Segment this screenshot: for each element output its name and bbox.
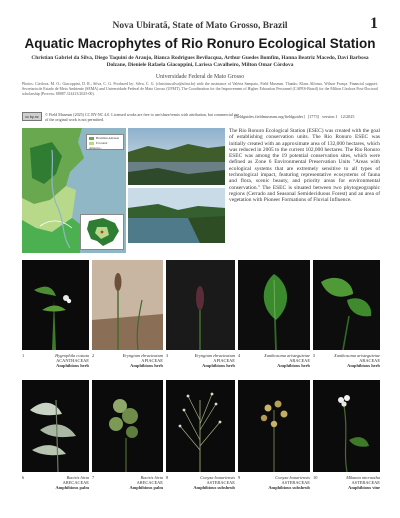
guide-version: version 1 — [322, 114, 338, 119]
plant-photo-8 — [166, 380, 235, 472]
plant-photo-3 — [166, 260, 235, 350]
page-number: 1 — [370, 15, 378, 32]
credits-text: Photos: Córdova, M. O.; Giacoppini, D. R.; Silva, C. G. Produced by: Silva, C. G. (christian.silva@ufmt.br) with the assistance of Valéria Sampaio, Field Museum. Thanks: Klaus Alfonso, Wilson França. Financial support: Secretaria de Estado de Meio Ambiente (SEMA) and Universidade Federal de Mato Grosso (UFMT). The Coordination for the Improvement of Higher Education Personnel (CAPES-Brazil) for the Milton Córdova Post-Doctoral scholarship (Process: 88887.314413/2025-00). — [22, 82, 378, 96]
location-map — [22, 128, 126, 253]
plant-caption-9: 9 Conyza bonariensis ASTERACEAE Amphibious subshrub — [238, 475, 310, 491]
guide-number: [1773] — [307, 114, 319, 119]
plant-caption-4: 4 Xanthosoma aristeguietae ARACEAE Amphibious herb — [238, 353, 310, 369]
institution-line: Universidade Federal de Mato Grosso — [155, 74, 245, 80]
intro-text — [229, 128, 380, 204]
location-line: Nova Ubiratã, State of Mato Grosso, Brazil — [112, 21, 288, 31]
plant-photo-4 — [238, 260, 310, 350]
plant-caption-1: 1 Hygrophila costata ACANTHACEAE Amphibious herb — [22, 353, 89, 369]
guide-reference[interactable] — [234, 114, 354, 119]
plant-caption-6: 6 Bactris hirta ARECACEAE Amphibious palm — [22, 475, 89, 491]
cc-license-badge: cc by-nc — [22, 112, 42, 121]
license-text: © Field Museum (2025) CC BY-NC 4.0. Licensed works are free to use/share/remix with attribution, but commercial use of the original work is not permitted. — [45, 112, 240, 122]
guide-date: 12/2025 — [340, 114, 355, 119]
plant-photo-6 — [22, 380, 89, 472]
guide-url[interactable]: [fieldguides.fieldmuseum.org/fieldguides] — [234, 114, 305, 119]
plant-photo-9 — [238, 380, 310, 472]
page-title: Aquatic Macrophytes of Rio Ronuro Ecological Station — [24, 36, 376, 51]
plant-caption-10: 10 Mikania micrantha ASTERACEAE Amphibious vine — [313, 475, 380, 491]
plant-photo-5 — [313, 260, 380, 350]
plant-caption-7: 7 Bactris hirta ARECACEAE Amphibious palm — [92, 475, 163, 491]
plant-caption-2: 2 Eryngium ebracteatum APIACEAE Amphibious herb — [92, 353, 163, 369]
plant-photo-10 — [313, 380, 380, 472]
license-row — [22, 112, 242, 128]
plant-caption-5: 5 Xanthosoma aristeguietae ARACEAE Amphibious herb — [313, 353, 380, 369]
plant-caption-3: 3 Eryngium ebracteatum APIACEAE Amphibious herb — [166, 353, 235, 369]
legend-item-amazon: Brazilian Amazon — [89, 136, 121, 141]
intro-paragraph: The Rio Ronuro Ecological Station (ESEC) was created with the goal of establishing conservation units. The Rio Ronuro ESEC was initially created with an approximate area of 132,000 hectares, which was reduced in 2005 to the current 102,000 hectares. The Rio Ronuro ESEC was among the 19 potential conservation sites, which were defined as Zone 6 Environmental Preservation Units "Areas with ecological systems that are extremely sensitive to all types of technological impact, featuring representative ecosystems of fauna and flora, scenic beauty, and priority areas for environmental conservation." The ESEC is situated between two phytogeographic regions (Cerrado and Seasonal Semideciduous Forest) and an area of vegetation with Pioneer Formations of Fluvial Influence. — [229, 128, 380, 204]
map-legend — [86, 134, 124, 150]
plant-caption-8: 8 Conyza bonariensis ASTERACEAE Amphibious subshrub — [166, 475, 235, 491]
landscape-photo-river — [128, 128, 225, 185]
brazil-inset-map — [80, 214, 124, 250]
plant-photo-1 — [22, 260, 89, 350]
plant-photo-2 — [92, 260, 163, 350]
plant-photo-7 — [92, 380, 163, 472]
authors-line: Christian Gabriel da Silva, Diego Taquini de Araujo, Bianca Rodrigues Bevilacqua, Arthur Guedes Bomfim, Hanna Beatriz Macedo, Davi Barbosa Dolzane, Dieniele Rafaela Giacoppini, Larissa Cavalheiro, Milton Omar Córdova — [31, 55, 369, 68]
legend-item-ecotone: Ecotonal Amazon... — [89, 141, 108, 150]
landscape-photo-forest-water — [128, 188, 225, 243]
